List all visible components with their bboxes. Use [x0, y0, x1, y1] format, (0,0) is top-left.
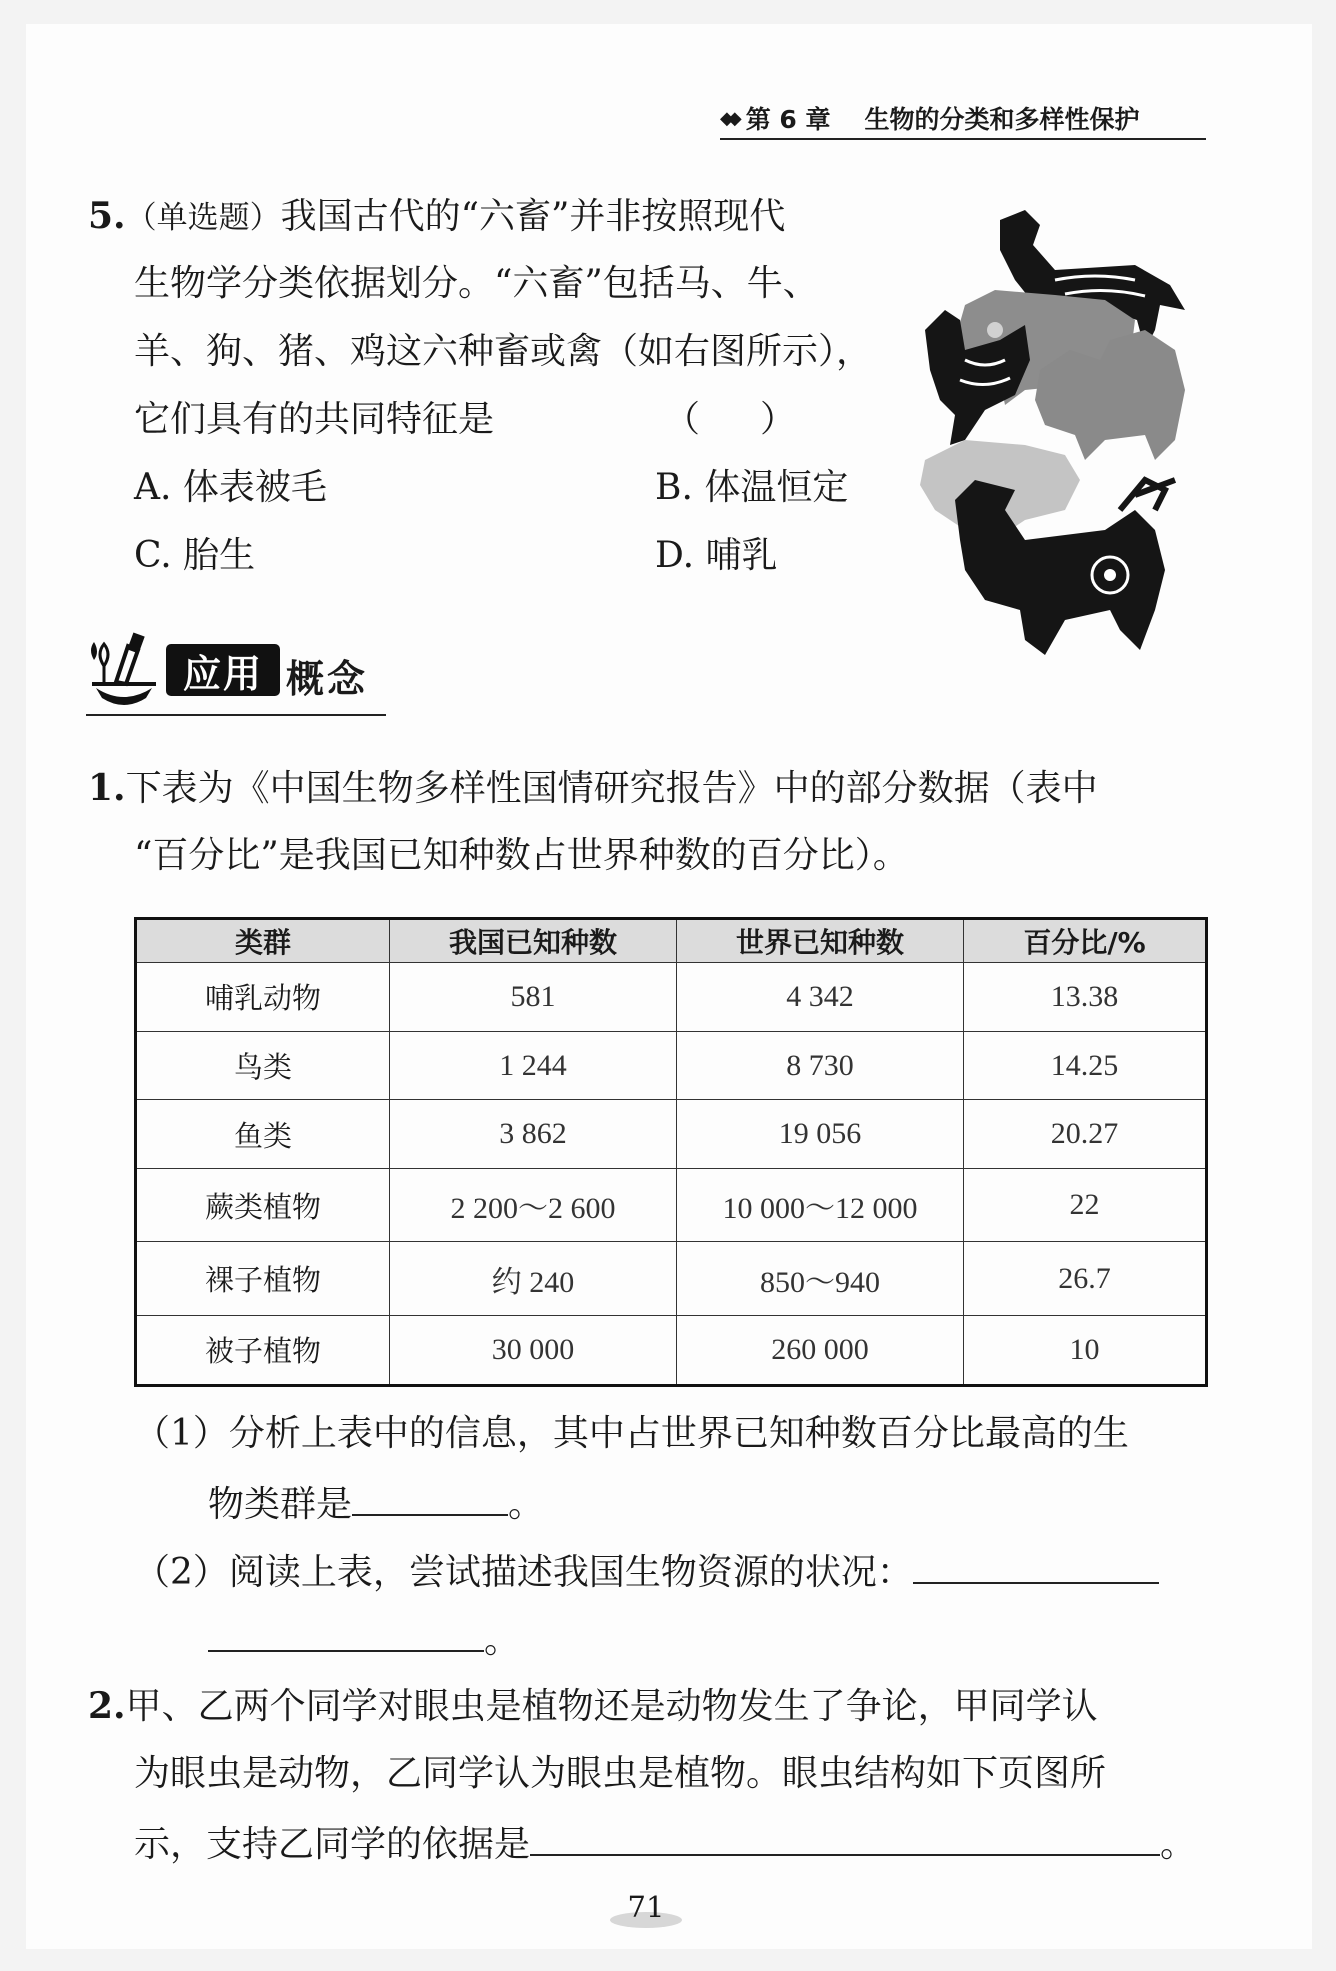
percent-cell: 14.25: [964, 1031, 1207, 1100]
question-text: 下表为《中国生物多样性国情研究报告》中的部分数据（表中: [125, 768, 1098, 809]
percent-cell: 10: [964, 1315, 1207, 1385]
group-cell: 蕨类植物: [136, 1169, 390, 1242]
question-5-line-1: [88, 195, 786, 237]
question-1-line-2: “百分比”是我国已知种数占世界种数的百分比）。: [134, 835, 909, 876]
biodiversity-table: [134, 917, 1208, 1387]
group-cell: 哺乳动物: [136, 963, 390, 1032]
table-row: [136, 1031, 1207, 1100]
china-count-cell: 30 000: [390, 1315, 677, 1385]
six-livestock-papercut-image: [905, 210, 1195, 670]
subquestion-text: 物类群是: [208, 1484, 353, 1525]
running-header: [720, 98, 1206, 140]
group-cell: 被子植物: [136, 1315, 390, 1385]
question-5-line-3: 羊、狗、猪、鸡这六种畜或禽（如右图所示），: [134, 331, 873, 372]
microscope-plant-icon: [86, 626, 162, 706]
world-count-cell: 19 056: [677, 1100, 964, 1169]
subquestion-label: （2）: [134, 1552, 229, 1593]
question-number: 2.: [88, 1685, 126, 1727]
option-a[interactable]: A. 体表被毛: [134, 467, 327, 508]
answer-blank[interactable]: [352, 1484, 508, 1516]
column-header: 百分比/%: [964, 919, 1207, 963]
world-count-cell: 8 730: [677, 1031, 964, 1100]
china-count-cell: 3 862: [390, 1100, 677, 1169]
column-header: 我国已知种数: [390, 919, 677, 963]
world-count-cell: 10 000～12 000: [677, 1169, 964, 1242]
answer-blank[interactable]: [208, 1620, 484, 1652]
question-1-line-1: [88, 767, 1098, 809]
percent-cell: 26.7: [964, 1242, 1207, 1315]
answer-blank[interactable]: [913, 1552, 1159, 1584]
world-count-cell: 4 342: [677, 963, 964, 1032]
section-heading: [86, 626, 386, 716]
question-5-line-4: [134, 399, 797, 440]
table-header-row: [136, 919, 1207, 963]
question-2-line-2: 为眼虫是动物，乙同学认为眼虫是植物。眼虫结构如下页图所: [134, 1753, 1107, 1794]
table-row: [136, 1315, 1207, 1385]
page-number: [606, 1890, 686, 1930]
option-d[interactable]: D. 哺乳: [655, 535, 778, 576]
table-row: [136, 1169, 1207, 1242]
percent-cell: 22: [964, 1169, 1207, 1242]
chapter-number: 第 6 章: [745, 105, 831, 134]
answer-blank[interactable]: [530, 1824, 1160, 1856]
subquestion-1-line-2: [208, 1484, 544, 1523]
column-header: 世界已知种数: [677, 919, 964, 963]
table-row: [136, 1100, 1207, 1169]
section-heading-text: 概念: [286, 657, 369, 701]
question-number: 5.: [88, 195, 126, 237]
table-row: [136, 1242, 1207, 1315]
question-2-line-3: [134, 1824, 1196, 1863]
china-count-cell: 581: [390, 963, 677, 1032]
subquestion-text: 阅读上表，尝试描述我国生物资源的状况：: [228, 1552, 913, 1593]
question-number: 1.: [88, 767, 126, 809]
column-header: 类群: [136, 919, 390, 963]
group-cell: 鱼类: [136, 1100, 390, 1169]
table-row: [136, 963, 1207, 1032]
china-count-cell: 约 240: [390, 1242, 677, 1315]
section-heading-boxed: 应用: [166, 644, 280, 696]
question-2-line-1: [88, 1685, 1098, 1727]
subquestion-label: （1）: [134, 1413, 229, 1454]
question-5-line-2: 生物学分类依据划分。“六畜”包括马、牛、: [134, 263, 819, 304]
period: 。: [484, 1620, 521, 1661]
answer-paren-open: （: [664, 399, 701, 440]
group-cell: 裸子植物: [136, 1242, 390, 1315]
world-count-cell: 260 000: [677, 1315, 964, 1385]
question-text: 示，支持乙同学的依据是: [134, 1824, 531, 1865]
world-count-cell: 850～940: [677, 1242, 964, 1315]
subquestion-2-line-1: [134, 1552, 1159, 1591]
question-type-tag: （单选题）: [125, 200, 281, 236]
subquestion-2-line-2: [208, 1620, 520, 1659]
subquestion-text: 分析上表中的信息，其中占世界已知种数百分比最高的生: [228, 1413, 1129, 1454]
page-number-text: 71: [627, 1890, 665, 1924]
percent-cell: 20.27: [964, 1100, 1207, 1169]
china-count-cell: 1 244: [390, 1031, 677, 1100]
period: 。: [1160, 1824, 1197, 1865]
percent-cell: 13.38: [964, 963, 1207, 1032]
question-text: 甲、乙两个同学对眼虫是植物还是动物发生了争论，甲同学认: [125, 1686, 1098, 1727]
question-text: 我国古代的“六畜”并非按照现代: [280, 196, 786, 237]
subquestion-1-line-1: [134, 1413, 1129, 1454]
answer-paren-close: ）: [760, 399, 797, 440]
diamond-bullet-icon: ◆◆: [720, 107, 736, 129]
period: 。: [508, 1484, 545, 1525]
option-c[interactable]: C. 胎生: [134, 535, 256, 576]
group-cell: 鸟类: [136, 1031, 390, 1100]
chapter-title: 生物的分类和多样性保护: [864, 105, 1140, 134]
china-count-cell: 2 200～2 600: [390, 1169, 677, 1242]
option-b[interactable]: B. 体温恒定: [655, 467, 849, 508]
question-text: 它们具有的共同特征是: [134, 399, 495, 440]
